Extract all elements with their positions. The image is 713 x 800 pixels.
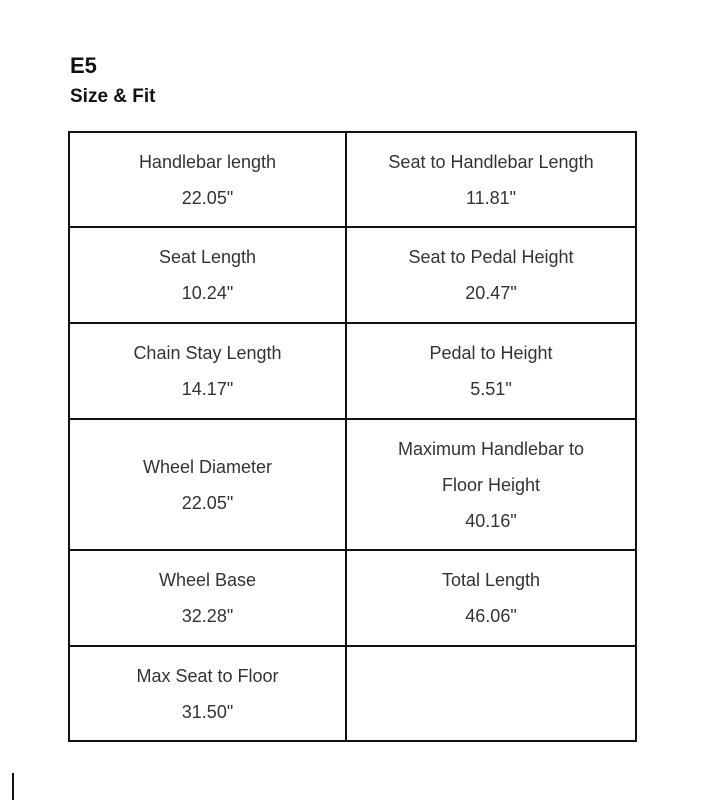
spec-value: 22.05" [181, 492, 234, 513]
spec-value: 22.05" [181, 187, 234, 208]
table-cell [69, 132, 346, 227]
spec-value: 5.51" [470, 379, 512, 399]
spec-value: 10.24" [181, 283, 234, 303]
spec-value: 46.06" [465, 606, 517, 626]
spec-label-line2: Floor Height [441, 474, 541, 495]
spec-label-line1: Maximum Handlebar to [397, 438, 585, 459]
spec-value: 14.17" [181, 379, 234, 399]
text-cursor [12, 773, 14, 800]
document-title: E5 [70, 53, 97, 78]
spec-label: Total Length [441, 570, 541, 590]
empty-table-cell [346, 646, 636, 741]
spec-value: 11.81" [465, 187, 517, 208]
table-cell [346, 323, 636, 419]
spec-label: Seat Length [158, 247, 257, 267]
table-row [69, 132, 636, 227]
spec-label: Max Seat to Floor [136, 665, 279, 686]
table-cell [346, 132, 636, 227]
table-row [69, 323, 636, 419]
table-cell [69, 550, 346, 646]
table-row [69, 227, 636, 323]
spec-label: Pedal to Height [429, 343, 553, 363]
spec-label: Handlebar length [138, 151, 277, 172]
spec-value: 40.16" [465, 510, 517, 531]
table-cell [69, 227, 346, 323]
spec-label: Seat to Pedal Height [408, 247, 574, 267]
spec-label: Chain Stay Length [133, 343, 282, 363]
table-cell [69, 419, 346, 550]
table-row [69, 646, 636, 741]
spec-label: Seat to Handlebar Length [388, 151, 594, 172]
table-cell [346, 227, 636, 323]
table-row [69, 550, 636, 646]
table-cell [69, 646, 346, 741]
table-row [69, 419, 636, 550]
spec-label: Wheel Base [158, 570, 257, 590]
section-subtitle: Size & Fit [70, 86, 156, 107]
size-fit-table [68, 131, 637, 742]
table-cell [346, 550, 636, 646]
table-cell [69, 323, 346, 419]
table-cell [346, 419, 636, 550]
spec-value: 20.47" [465, 283, 517, 303]
spec-value: 31.50" [181, 701, 234, 722]
spec-label: Wheel Diameter [142, 456, 273, 477]
spec-value: 32.28" [181, 606, 234, 626]
